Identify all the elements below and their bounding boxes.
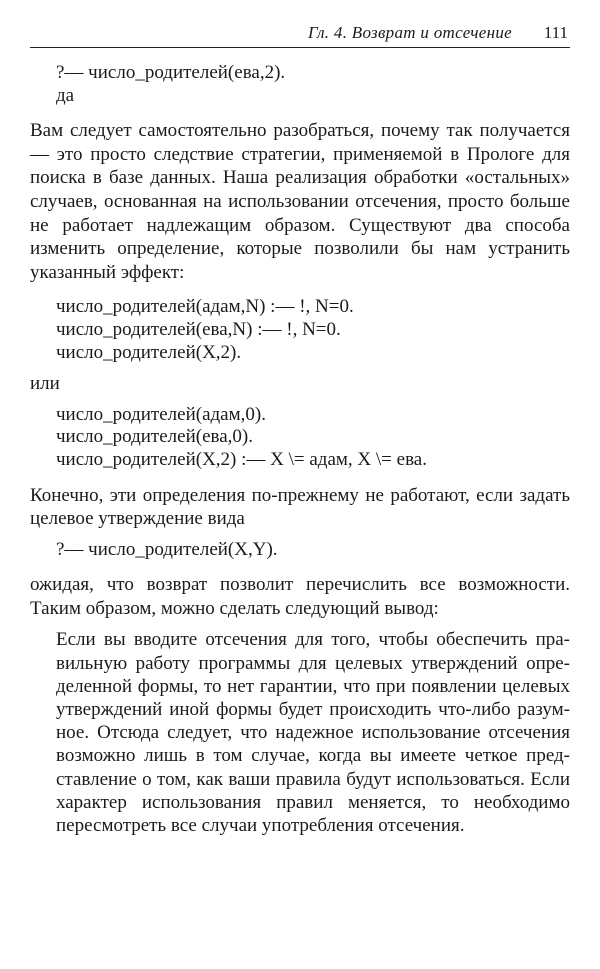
paragraph-3: ожидая, что возврат позволит перечислить все возможности. Таким образом, можно сделать следующий вывод: <box>30 574 570 619</box>
code-line: число_родителей(ева,0). <box>56 426 253 448</box>
conclusion-text: Если вы вводите отсечения для того, чтобы обеспечить правильную работу программы для целевых утверждений определенной формы, то нет гарантии, что при появлении целевых утверждений иной формы будет происходить что-либо разумное. Отсюда следует, что надежное использование отсечения возможно лишь в том случае, когда вы имеете четкое представление о том, как ваши правила будут использоваться. Если характер использования правил меняется, то необходимо пересмотреть все случаи употребления отсечения. <box>56 629 570 837</box>
code-line: число_родителей(ева,N) :— !, N=0. <box>56 318 341 340</box>
code-line: число_родителей(адам,N) :— !, N=0. <box>56 296 354 318</box>
query-line: ?— число_родителей(X,Y). <box>56 538 278 560</box>
page-body <box>30 62 570 837</box>
code-line: число_родителей(X,2) :— X \= адам, X \= ева. <box>56 448 427 470</box>
query-line: ?— число_родителей(ева,2). <box>56 62 286 83</box>
or-word: или <box>30 373 60 395</box>
query-answer: да <box>56 84 75 106</box>
query-block-2 <box>30 539 570 562</box>
conclusion-block <box>30 628 570 837</box>
code-variant-1 <box>30 296 570 364</box>
running-title: Гл. 4. Возврат и отсечение <box>308 23 512 42</box>
code-line: число_родителей(адам,0). <box>56 403 266 425</box>
paragraph-2: Конечно, эти определения по-прежнему не работают, если задать целевое утверждение вида <box>30 484 570 530</box>
page-header <box>30 22 570 46</box>
code-line: число_родителей(X,2). <box>56 341 242 363</box>
header-rule <box>30 47 570 48</box>
code-variant-2 <box>30 404 570 472</box>
page-number: 111 <box>543 23 568 42</box>
paragraph-1: Вам следует самостоятельно разобраться, почему так получается — это просто следствие стратегии, применяемой в Прологе для поиска в базе данных. Наша реализация обработки «остальных» случаев, основанная на использовании отсечения, просто больше не работает надлежащим образом. Существуют два способа изменить определение, которые позволили бы нам устранить указанный эффект: <box>30 120 570 283</box>
query-block-1 <box>30 62 570 107</box>
